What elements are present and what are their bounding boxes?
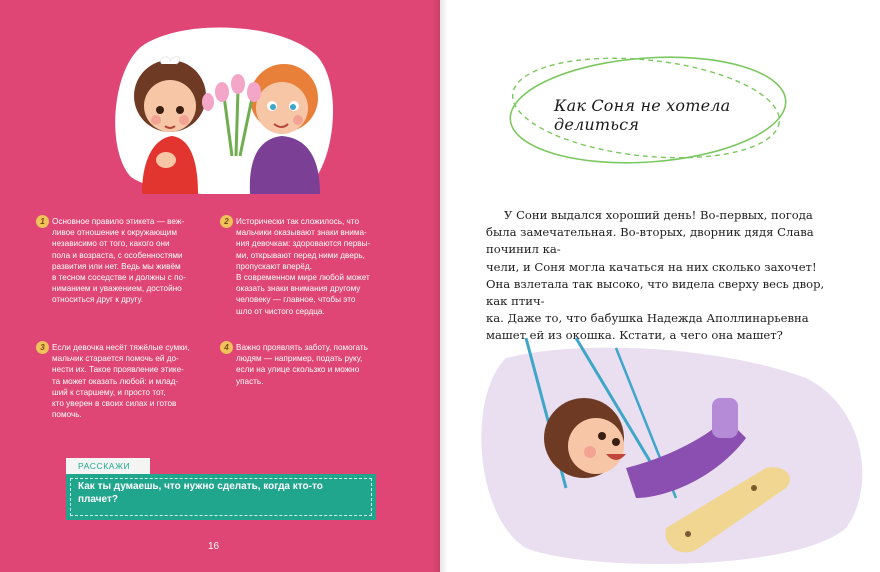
etiquette-tip-4 (220, 342, 400, 387)
number-badge-icon: 1 (36, 215, 49, 228)
story-text: У Сони выдался хороший день! Во-первых, погода была замечательная. Во-вторых, дворник дядя Слава починил ка- чели, и Соня могла качаться на них сколько захочет! Она взлетала так высоко, что видела сверху весь двор, как птич- ка. Даже то, что бабушка Надежда Аполлинарьевна машет ей из окошка. Кстати, а чего она машет? (486, 208, 825, 343)
task-question-box (66, 474, 376, 520)
tip-text: Основное правило этикета — веж- ливое отношение к окружающим независимо от того, какого они пола и возраста, с особенностями развития или нет. Ведь мы живём в тесном соседстве и должны с по- ниманием и уважением, достойно относиться друг к другу. (52, 217, 186, 305)
story-title: Как Соня не хотела делиться (554, 96, 731, 134)
task-question: Как ты думаешь, что нужно сделать, когда кто-то плачет? (78, 481, 323, 505)
book-gutter (432, 0, 448, 572)
etiquette-tip-3 (36, 342, 216, 420)
number-badge-icon: 3 (36, 341, 49, 354)
girl-on-swing-illustration (466, 338, 870, 572)
etiquette-tip-1 (36, 216, 216, 306)
number-badge-icon: 4 (220, 341, 233, 354)
task-label: РАССКАЖИ (66, 458, 150, 474)
etiquette-tip-2 (220, 216, 400, 317)
tip-text: Исторически так сложилось, что мальчики оказывают знаки внима- ния девочкам: здороваются первы- ми, открывают перед ними дверь, пропускают вперёд. В современном мире любой может оказать знаки внимания другому человеку — главное, чтобы это шло от чистого сердца. (236, 217, 371, 316)
page-number: 16 (208, 541, 220, 552)
number-badge-icon: 2 (220, 215, 233, 228)
tip-text: Важно проявлять заботу, помогать людям — например, подать руку, если на улице скользко и можно упасть. (236, 343, 368, 386)
girl-and-boy-illustration (112, 26, 334, 194)
tip-text: Если девочка несёт тяжёлые сумки, мальчик старается помочь ей до- нести их. Такое проявление этике- та может оказать любой: и млад- ший к старшему, и просто тот, кто уверен в своих силах и готов помочь. (52, 343, 190, 420)
